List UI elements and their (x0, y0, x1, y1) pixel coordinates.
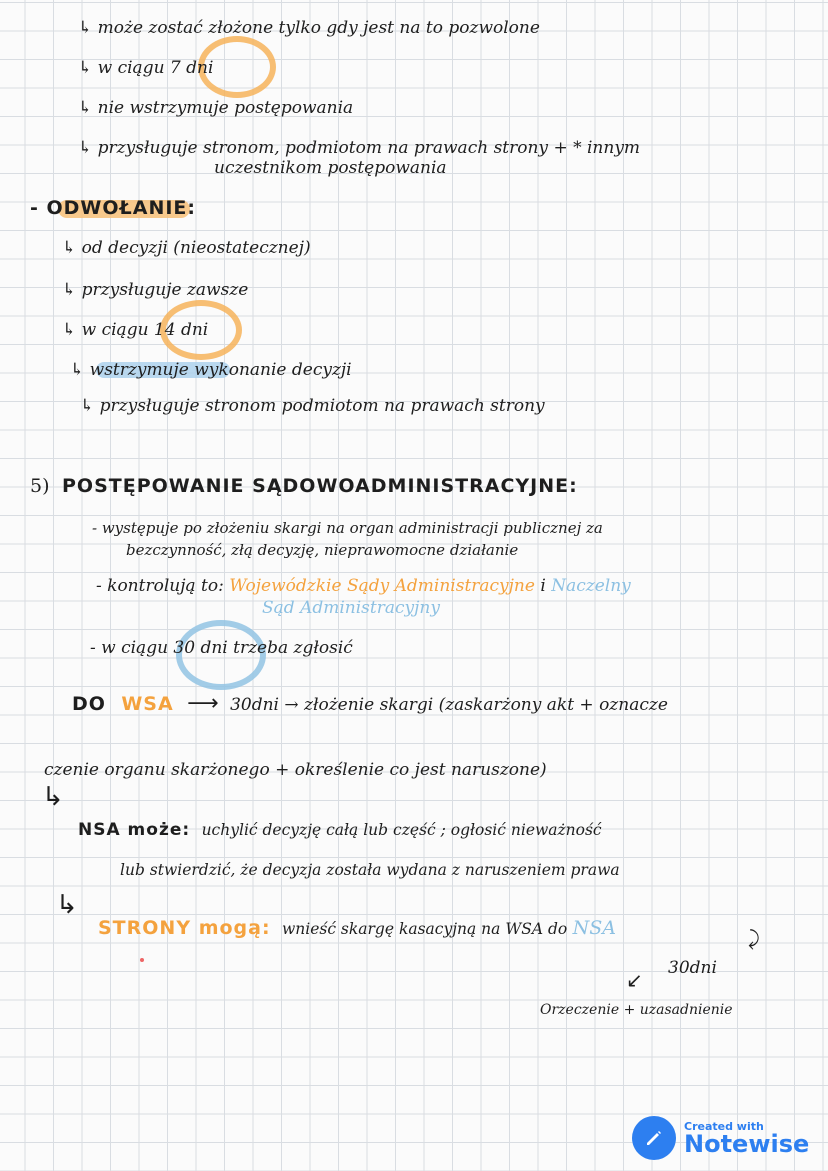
do-wsa-rest: 30dni → złożenie skargi (zaskarżony akt + oznacze (230, 695, 668, 715)
badge-created-with: Created with (684, 1119, 764, 1133)
badge-notewise: Notewise (684, 1129, 810, 1158)
right-arrow-icon: ⟶ (187, 691, 219, 716)
curved-arrow-icon: ↳ (42, 782, 64, 812)
do-label: DO (72, 693, 106, 715)
section-line-1a: - występuje po złożeniu skargi na organ administracji publicznej za (92, 519, 603, 537)
note-line-4b: uczestnikom postępowania (214, 158, 447, 178)
section-line-1b: bezczynność, złą decyzję, nieprawomocne działanie (126, 541, 519, 559)
section-line-3: - w ciągu 30 dni trzeba zgłosić (90, 638, 353, 658)
nsa-full-name-1: Naczelny (551, 576, 631, 596)
kontroluja-label: - kontrolują to: (96, 576, 224, 596)
and-connector: i (540, 576, 546, 596)
strony-text: wnieść skargę kasacyjną na WSA do (281, 920, 568, 938)
continuation-line: czenie organu skarżonego + określenie co jest naruszone) (44, 760, 547, 780)
nsa-moze-label: NSA może: (78, 820, 191, 840)
wsa-full-name: Wojewódzkie Sądy Administracyjne (229, 576, 535, 596)
curl-arrow-icon: ⤸ (748, 926, 760, 950)
curved-arrow-icon-2: ↳ (56, 890, 78, 920)
note-line-4a: ↳ przysługuje stronom, podmiotom na prawach strony + * innym (78, 138, 641, 158)
odwolanie-line-2: ↳ przysługuje zawsze (62, 280, 249, 300)
nsa-target: NSA (572, 917, 617, 939)
odwolanie-line-3: ↳ w ciągu 14 dni (62, 320, 209, 340)
notewise-badge (632, 1116, 809, 1160)
odwolanie-line-4: ↳ wstrzymuje wykonanie decyzji (70, 360, 352, 380)
orzeczenie-label: Orzeczenie + uzasadnienie (540, 1002, 733, 1018)
stray-dot (140, 958, 144, 962)
down-left-arrow-icon: ↙ (626, 968, 643, 992)
section-heading: POSTĘPOWANIE SĄDOWOADMINISTRACYJNE: (62, 475, 578, 497)
odwolanie-line-1: ↳ od decyzji (nieostatecznej) (62, 238, 311, 258)
section-number: 5) (30, 475, 50, 497)
nsa-line-2: lub stwierdzić, że decyzja została wydana z naruszeniem prawa (120, 861, 620, 879)
odwolanie-heading: - ODWOŁANIE: (30, 197, 196, 219)
strony-line (98, 918, 616, 939)
note-line-3: ↳ nie wstrzymuje postępowania (78, 98, 354, 118)
nsa-full-name-2: Sąd Administracyjny (262, 598, 440, 618)
strony-label: STRONY mogą: (98, 917, 271, 939)
odwolanie-line-5: ↳ przysługuje stronom podmiotom na prawach strony (80, 396, 545, 416)
section-line-2 (96, 576, 631, 596)
nsa-line (78, 820, 602, 840)
note-line-1: ↳ może zostać złożone tylko gdy jest na to pozwolone (78, 18, 540, 38)
wsa-label: WSA (121, 693, 174, 715)
nsa-moze-text: uchylić decyzję całą lub część ; ogłosić nieważność (201, 821, 602, 839)
days-30-label: 30dni (668, 958, 717, 978)
do-wsa-line (72, 691, 668, 716)
note-line-2: ↳ w ciągu 7 dni (78, 58, 214, 78)
pen-icon (632, 1116, 676, 1160)
